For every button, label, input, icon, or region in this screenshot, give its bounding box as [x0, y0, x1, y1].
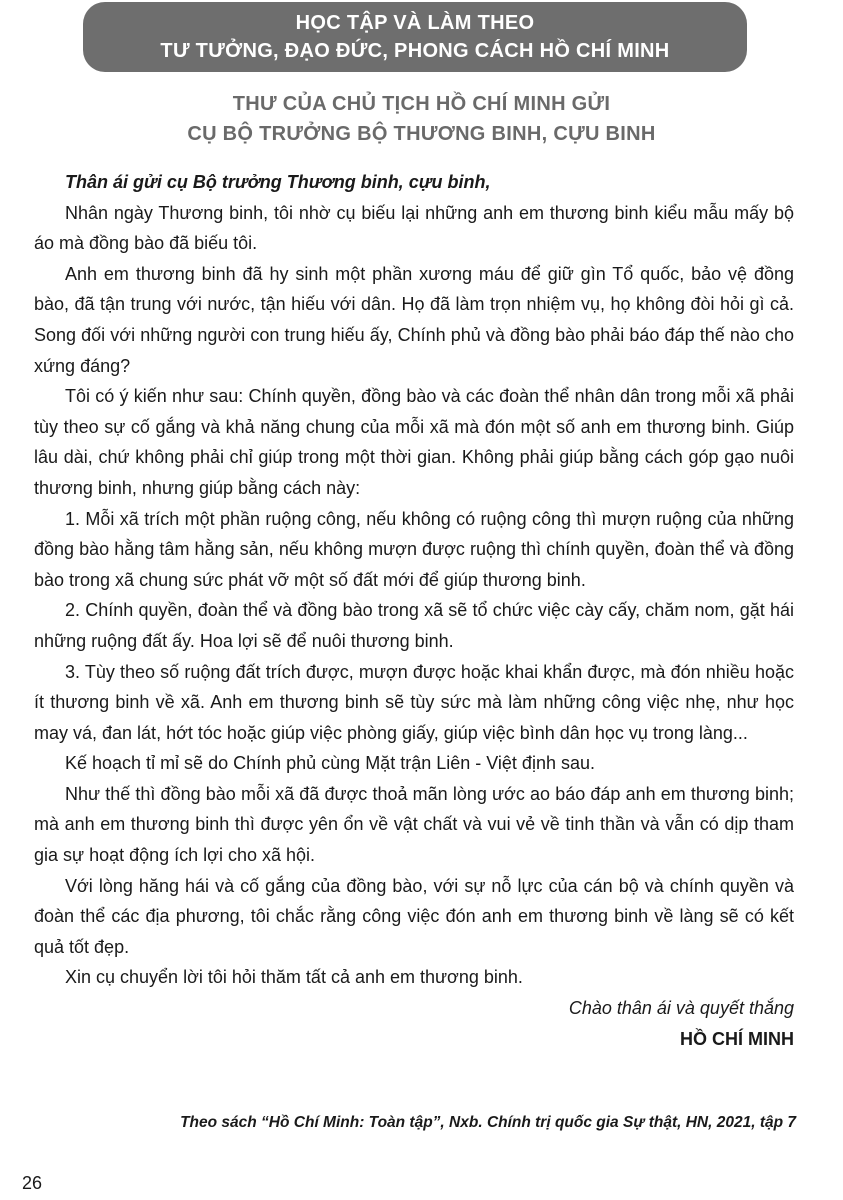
banner-line-2: TƯ TƯỞNG, ĐẠO ĐỨC, PHONG CÁCH HỒ CHÍ MINH — [160, 40, 670, 62]
paragraph: 2. Chính quyền, đoàn thể và đồng bào trong xã sẽ tổ chức việc cày cấy, chăm nom, gặt hái những ruộng đất ấy. Hoa lợi sẽ để nuôi thương binh. — [34, 600, 794, 651]
page-number: 26 — [22, 1173, 43, 1193]
signature: HỒ CHÍ MINH — [680, 1028, 794, 1049]
paragraph: Xin cụ chuyển lời tôi hỏi thăm tất cả anh em thương binh. — [65, 967, 523, 988]
paragraph: Nhân ngày Thương binh, tôi nhờ cụ biếu lại những anh em thương binh kiểu mẫu mấy bộ áo mà đồng bào đã biếu tôi. — [34, 202, 794, 254]
paragraph: Anh em thương binh đã hy sinh một phần xương máu để giữ gìn Tổ quốc, bảo vệ đồng bào, đã tận trung với nước, tận hiếu với dân. Họ đã làm trọn nhiệm vụ, họ không đòi hỏi gì cả. Song đối với những người con trung hiếu ấy, Chính phủ và đồng bào phải báo đáp thế nào cho xứng đáng? — [34, 263, 794, 376]
closing-line: Chào thân ái và quyết thắng — [568, 998, 794, 1019]
title-line-1: THƯ CỦA CHỦ TỊCH HỒ CHÍ MINH GỬI — [232, 93, 611, 115]
paragraph: Tôi có ý kiến như sau: Chính quyền, đồng bào và các đoàn thể nhân dân trong mỗi xã phải tùy theo sự cố gắng và khả năng chung của mỗi xã mà đón một số anh em thương binh. Giúp lâu dài, chứ không phải chỉ giúp trong một thời gian. Không phải giúp bằng cách góp gạo nuôi thương binh, nhưng giúp bằng cách này: — [34, 386, 794, 498]
paragraph: Với lòng hăng hái và cố gắng của đồng bào, với sự nỗ lực của cán bộ và chính quyền và đoàn thể các địa phương, tôi chắc rằng công việc đón anh em thương binh về làng sẽ có kết quả tốt đẹp. — [34, 875, 794, 957]
letter-body — [34, 167, 794, 1054]
letter-title — [40, 89, 803, 149]
section-banner — [83, 2, 747, 72]
title-line-2: CỤ BỘ TRƯỞNG BỘ THƯƠNG BINH, CỰU BINH — [187, 123, 656, 145]
paragraph: 1. Mỗi xã trích một phần ruộng công, nếu không có ruộng công thì mượn ruộng của những đồng bào hằng tâm hằng sản, nếu không mượn được ruộng thì chính quyền, đoàn thể và đồng bào trong xã chung sức phát vỡ một số đất mới để giúp thương binh. — [34, 508, 794, 590]
source-citation: Theo sách “Hồ Chí Minh: Toàn tập”, Nxb. Chính trị quốc gia Sự thật, HN, 2021, tập 7 — [180, 1114, 796, 1131]
banner-line-1: HỌC TẬP VÀ LÀM THEO — [295, 12, 535, 34]
paragraph: 3. Tùy theo số ruộng đất trích được, mượn được hoặc khai khẩn được, mà đón nhiều hoặc ít thương binh về xã. Anh em thương binh sẽ tùy sức mà làm những công việc nhẹ, như học may vá, đan lát, hớt tóc hoặc giúp việc phòng giấy, giúp việc bình dân học vụ trong làng... — [34, 661, 794, 743]
paragraph: Kế hoạch tỉ mỉ sẽ do Chính phủ cùng Mặt trận Liên - Việt định sau. — [65, 753, 595, 774]
paragraph: Như thế thì đồng bào mỗi xã đã được thoả mãn lòng ước ao báo đáp anh em thương binh; mà anh em thương binh thì được yên ổn về vật chất và vui vẻ về tinh thần và vẫn có dịp tham gia sự hoạt động ích lợi cho xã hội. — [34, 783, 794, 866]
salutation: Thân ái gửi cụ Bộ trưởng Thương binh, cựu binh, — [65, 172, 491, 192]
